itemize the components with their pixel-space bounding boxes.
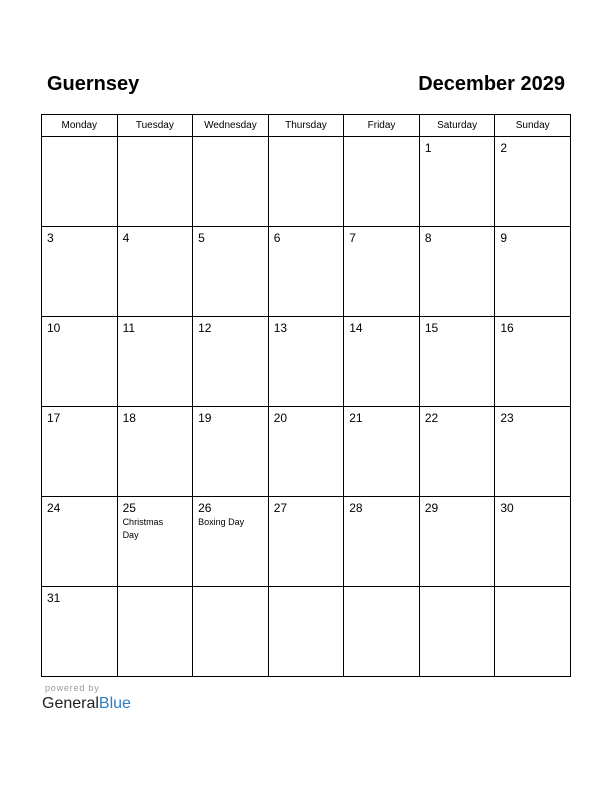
day-cell-content bbox=[344, 317, 419, 335]
day-number: 13 bbox=[273, 321, 288, 335]
day-number: 31 bbox=[47, 591, 61, 605]
day-number: 2 bbox=[500, 141, 508, 155]
day-cell bbox=[193, 227, 269, 317]
generalblue-logo[interactable] bbox=[42, 695, 131, 713]
day-cell-content bbox=[193, 317, 268, 335]
day-number: 9 bbox=[500, 231, 508, 245]
day-number: 3 bbox=[47, 231, 54, 245]
weekday-header: Wednesday bbox=[193, 115, 269, 137]
logo-general-text: General bbox=[42, 695, 99, 712]
day-number: 12 bbox=[198, 321, 212, 335]
powered-by-text: powered by bbox=[45, 683, 100, 693]
day-cell bbox=[344, 317, 420, 407]
day-cell-content bbox=[42, 227, 117, 245]
day-number: 20 bbox=[273, 411, 288, 425]
region-title: Guernsey bbox=[47, 73, 140, 95]
day-cell bbox=[268, 317, 344, 407]
day-number: 17 bbox=[47, 411, 61, 425]
day-cell bbox=[344, 227, 420, 317]
day-cell-content bbox=[420, 587, 495, 591]
day-cell-content bbox=[344, 227, 419, 245]
weekday-header: Sunday bbox=[495, 115, 571, 137]
day-cell bbox=[117, 137, 193, 227]
day-number: 6 bbox=[273, 231, 281, 245]
day-cell-content bbox=[495, 407, 570, 425]
day-cell-content bbox=[420, 227, 495, 245]
weekday-header: Friday bbox=[344, 115, 420, 137]
day-cell bbox=[495, 587, 571, 677]
calendar-grid bbox=[41, 114, 571, 677]
day-number: 18 bbox=[122, 411, 136, 425]
holiday-label: Boxing Day bbox=[198, 517, 245, 527]
day-cell-content bbox=[193, 587, 268, 591]
day-cell-content bbox=[269, 227, 344, 245]
day-cell-content bbox=[42, 407, 117, 425]
day-cell bbox=[268, 137, 344, 227]
day-cell bbox=[495, 227, 571, 317]
day-cell-content bbox=[495, 317, 570, 335]
day-cell bbox=[117, 497, 193, 587]
day-cell bbox=[268, 587, 344, 677]
day-number: 29 bbox=[424, 501, 439, 515]
day-cell bbox=[193, 497, 269, 587]
weekday-header-row bbox=[42, 115, 571, 137]
day-cell-content bbox=[118, 227, 193, 245]
day-cell-content bbox=[193, 497, 268, 529]
day-cell bbox=[42, 407, 118, 497]
day-cell bbox=[495, 407, 571, 497]
day-cell bbox=[344, 587, 420, 677]
day-cell bbox=[117, 587, 193, 677]
day-cell-content bbox=[495, 587, 570, 591]
weekday-header: Thursday bbox=[268, 115, 344, 137]
day-number: 30 bbox=[500, 501, 514, 515]
logo-blue-text: Blue bbox=[98, 695, 131, 712]
day-cell bbox=[42, 317, 118, 407]
weekday-header: Saturday bbox=[419, 115, 495, 137]
day-number: 14 bbox=[349, 321, 363, 335]
day-cell bbox=[117, 227, 193, 317]
day-number: 25 bbox=[122, 501, 136, 515]
day-cell bbox=[42, 497, 118, 587]
day-number: 22 bbox=[424, 411, 439, 425]
day-cell-content bbox=[269, 587, 344, 591]
day-number: 28 bbox=[349, 501, 363, 515]
day-cell-content bbox=[118, 407, 193, 425]
day-cell-content bbox=[420, 497, 495, 515]
day-cell bbox=[419, 137, 495, 227]
day-cell bbox=[495, 497, 571, 587]
day-cell-content bbox=[269, 137, 344, 141]
day-number: 26 bbox=[198, 501, 212, 515]
day-number: 8 bbox=[424, 231, 432, 245]
day-number: 7 bbox=[349, 231, 356, 245]
day-cell-content bbox=[420, 407, 495, 425]
day-cell-content bbox=[344, 497, 419, 515]
day-cell bbox=[344, 497, 420, 587]
week-row bbox=[42, 137, 571, 227]
day-cell-content bbox=[420, 317, 495, 335]
day-cell bbox=[344, 137, 420, 227]
day-cell bbox=[117, 407, 193, 497]
day-cell-content bbox=[344, 587, 419, 591]
day-number: 27 bbox=[273, 501, 288, 515]
day-cell bbox=[42, 227, 118, 317]
week-row bbox=[42, 587, 571, 677]
day-cell-content bbox=[344, 407, 419, 425]
day-cell bbox=[344, 407, 420, 497]
day-cell bbox=[419, 497, 495, 587]
week-row bbox=[42, 317, 571, 407]
week-row bbox=[42, 497, 571, 587]
day-cell-content bbox=[42, 317, 117, 335]
day-cell-content bbox=[193, 137, 268, 141]
weekday-header: Monday bbox=[42, 115, 118, 137]
day-number: 4 bbox=[122, 231, 130, 245]
day-cell-content bbox=[269, 407, 344, 425]
day-cell bbox=[495, 137, 571, 227]
day-number: 1 bbox=[424, 141, 432, 155]
week-row bbox=[42, 407, 571, 497]
day-cell bbox=[268, 407, 344, 497]
day-cell bbox=[193, 587, 269, 677]
day-cell bbox=[419, 407, 495, 497]
day-cell bbox=[42, 137, 118, 227]
day-cell-content bbox=[495, 137, 570, 155]
day-cell bbox=[495, 317, 571, 407]
day-cell-content bbox=[42, 587, 117, 605]
day-cell bbox=[117, 317, 193, 407]
day-cell-content bbox=[42, 137, 117, 141]
day-cell-content bbox=[420, 137, 495, 155]
day-cell bbox=[419, 587, 495, 677]
day-cell bbox=[419, 227, 495, 317]
day-number: 24 bbox=[47, 501, 61, 515]
day-cell bbox=[42, 587, 118, 677]
day-cell-content bbox=[193, 407, 268, 425]
day-cell bbox=[193, 407, 269, 497]
day-number: 11 bbox=[122, 321, 136, 335]
day-cell-content bbox=[269, 317, 344, 335]
day-cell bbox=[193, 317, 269, 407]
day-cell-content bbox=[118, 587, 193, 591]
day-number: 5 bbox=[198, 231, 205, 245]
day-number: 23 bbox=[500, 411, 514, 425]
day-cell-content bbox=[42, 497, 117, 515]
day-cell-content bbox=[269, 497, 344, 515]
day-number: 15 bbox=[424, 321, 439, 335]
day-cell bbox=[268, 497, 344, 587]
day-number: 10 bbox=[47, 321, 61, 335]
day-cell bbox=[268, 227, 344, 317]
day-number: 19 bbox=[198, 411, 212, 425]
month-year-title: December 2029 bbox=[418, 73, 565, 95]
week-row bbox=[42, 227, 571, 317]
day-cell-content bbox=[118, 497, 193, 542]
day-number: 16 bbox=[500, 321, 514, 335]
day-cell bbox=[193, 137, 269, 227]
day-cell-content bbox=[118, 317, 193, 335]
day-cell bbox=[419, 317, 495, 407]
day-cell-content bbox=[495, 497, 570, 515]
day-cell-content bbox=[344, 137, 419, 141]
holiday-label: Christmas Day bbox=[122, 517, 164, 540]
day-cell-content bbox=[495, 227, 570, 245]
weekday-header: Tuesday bbox=[117, 115, 193, 137]
day-cell-content bbox=[193, 227, 268, 245]
day-number: 21 bbox=[349, 411, 363, 425]
day-cell-content bbox=[118, 137, 193, 141]
